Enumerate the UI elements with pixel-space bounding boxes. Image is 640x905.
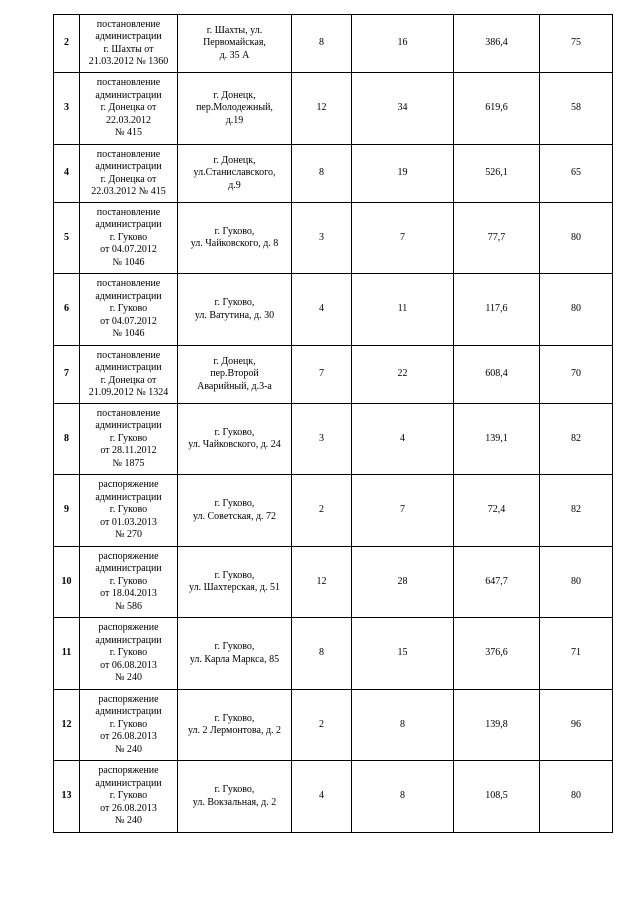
- row-number: 6: [54, 274, 80, 346]
- area-cell: 72,4: [454, 475, 540, 547]
- row-number: 7: [54, 346, 80, 404]
- value-cell: 75: [540, 15, 613, 73]
- table-row: [54, 73, 613, 145]
- value-cell: 8: [292, 145, 352, 203]
- value-cell: 11: [352, 274, 454, 346]
- value-cell: 80: [540, 761, 613, 833]
- table-body: [54, 15, 613, 833]
- address-cell: г. Гуково, ул. Советская, д. 72: [178, 475, 292, 547]
- address-cell: г. Гуково, ул. Шахтерская, д. 51: [178, 547, 292, 618]
- value-cell: 2: [292, 690, 352, 761]
- table-row: [54, 618, 613, 690]
- address-cell: г. Донецк, ул.Станиславского, д.9: [178, 145, 292, 203]
- row-number: 5: [54, 203, 80, 274]
- value-cell: 12: [292, 73, 352, 145]
- document-cell: распоряжение администрации г. Гуково от 18.04.2013 № 586: [80, 547, 178, 618]
- address-cell: г. Гуково, ул. 2 Лермонтова, д. 2: [178, 690, 292, 761]
- value-cell: 80: [540, 274, 613, 346]
- address-cell: г. Гуково, ул. Карла Маркса, 85: [178, 618, 292, 690]
- value-cell: 82: [540, 404, 613, 475]
- document-cell: распоряжение администрации г. Гуково от 01.03.2013 № 270: [80, 475, 178, 547]
- value-cell: 16: [352, 15, 454, 73]
- area-cell: 376,6: [454, 618, 540, 690]
- value-cell: 22: [352, 346, 454, 404]
- document-cell: постановление администрации г. Шахты от 21.03.2012 № 1360: [80, 15, 178, 73]
- value-cell: 80: [540, 203, 613, 274]
- table-row: [54, 203, 613, 274]
- area-cell: 526,1: [454, 145, 540, 203]
- value-cell: 7: [292, 346, 352, 404]
- row-number: 12: [54, 690, 80, 761]
- area-cell: 647,7: [454, 547, 540, 618]
- value-cell: 82: [540, 475, 613, 547]
- value-cell: 8: [352, 761, 454, 833]
- value-cell: 70: [540, 346, 613, 404]
- document-cell: постановление администрации г. Донецка от 22.03.2012 № 415: [80, 145, 178, 203]
- value-cell: 8: [352, 690, 454, 761]
- table-row: [54, 15, 613, 73]
- value-cell: 19: [352, 145, 454, 203]
- housing-table: [53, 14, 613, 833]
- value-cell: 8: [292, 618, 352, 690]
- document-cell: распоряжение администрации г. Гуково от 06.08.2013 № 240: [80, 618, 178, 690]
- address-cell: г. Гуково, ул. Ватутина, д. 30: [178, 274, 292, 346]
- table-row: [54, 145, 613, 203]
- address-cell: г. Шахты, ул. Первомайская, д. 35 А: [178, 15, 292, 73]
- row-number: 11: [54, 618, 80, 690]
- value-cell: 7: [352, 203, 454, 274]
- value-cell: 28: [352, 547, 454, 618]
- table-row: [54, 761, 613, 833]
- value-cell: 4: [352, 404, 454, 475]
- value-cell: 12: [292, 547, 352, 618]
- table-row: [54, 690, 613, 761]
- table-row: [54, 404, 613, 475]
- row-number: 4: [54, 145, 80, 203]
- area-cell: 619,6: [454, 73, 540, 145]
- value-cell: 15: [352, 618, 454, 690]
- value-cell: 96: [540, 690, 613, 761]
- value-cell: 4: [292, 274, 352, 346]
- document-cell: распоряжение администрации г. Гуково от 26.08.2013 № 240: [80, 761, 178, 833]
- area-cell: 386,4: [454, 15, 540, 73]
- value-cell: 65: [540, 145, 613, 203]
- address-cell: г. Гуково, ул. Чайковского, д. 8: [178, 203, 292, 274]
- address-cell: г. Донецк, пер.Второй Аварийный, д.3-а: [178, 346, 292, 404]
- value-cell: 2: [292, 475, 352, 547]
- value-cell: 8: [292, 15, 352, 73]
- area-cell: 139,1: [454, 404, 540, 475]
- value-cell: 71: [540, 618, 613, 690]
- address-cell: г. Донецк, пер.Молодежный, д.19: [178, 73, 292, 145]
- value-cell: 34: [352, 73, 454, 145]
- area-cell: 108,5: [454, 761, 540, 833]
- area-cell: 77,7: [454, 203, 540, 274]
- table-row: [54, 346, 613, 404]
- value-cell: 4: [292, 761, 352, 833]
- address-cell: г. Гуково, ул. Вокзальная, д. 2: [178, 761, 292, 833]
- row-number: 3: [54, 73, 80, 145]
- document-cell: постановление администрации г. Гуково от 28.11.2012 № 1875: [80, 404, 178, 475]
- document-cell: постановление администрации г. Донецка от 21.09.2012 № 1324: [80, 346, 178, 404]
- table-row: [54, 475, 613, 547]
- value-cell: 58: [540, 73, 613, 145]
- value-cell: 3: [292, 404, 352, 475]
- area-cell: 117,6: [454, 274, 540, 346]
- address-cell: г. Гуково, ул. Чайковского, д. 24: [178, 404, 292, 475]
- document-cell: постановление администрации г. Донецка от 22.03.2012 № 415: [80, 73, 178, 145]
- area-cell: 139,8: [454, 690, 540, 761]
- value-cell: 3: [292, 203, 352, 274]
- row-number: 13: [54, 761, 80, 833]
- row-number: 2: [54, 15, 80, 73]
- row-number: 9: [54, 475, 80, 547]
- document-cell: распоряжение администрации г. Гуково от 26.08.2013 № 240: [80, 690, 178, 761]
- value-cell: 80: [540, 547, 613, 618]
- row-number: 8: [54, 404, 80, 475]
- value-cell: 7: [352, 475, 454, 547]
- table-row: [54, 547, 613, 618]
- document-cell: постановление администрации г. Гуково от 04.07.2012 № 1046: [80, 203, 178, 274]
- document-cell: постановление администрации г. Гуково от 04.07.2012 № 1046: [80, 274, 178, 346]
- row-number: 10: [54, 547, 80, 618]
- area-cell: 608,4: [454, 346, 540, 404]
- table-row: [54, 274, 613, 346]
